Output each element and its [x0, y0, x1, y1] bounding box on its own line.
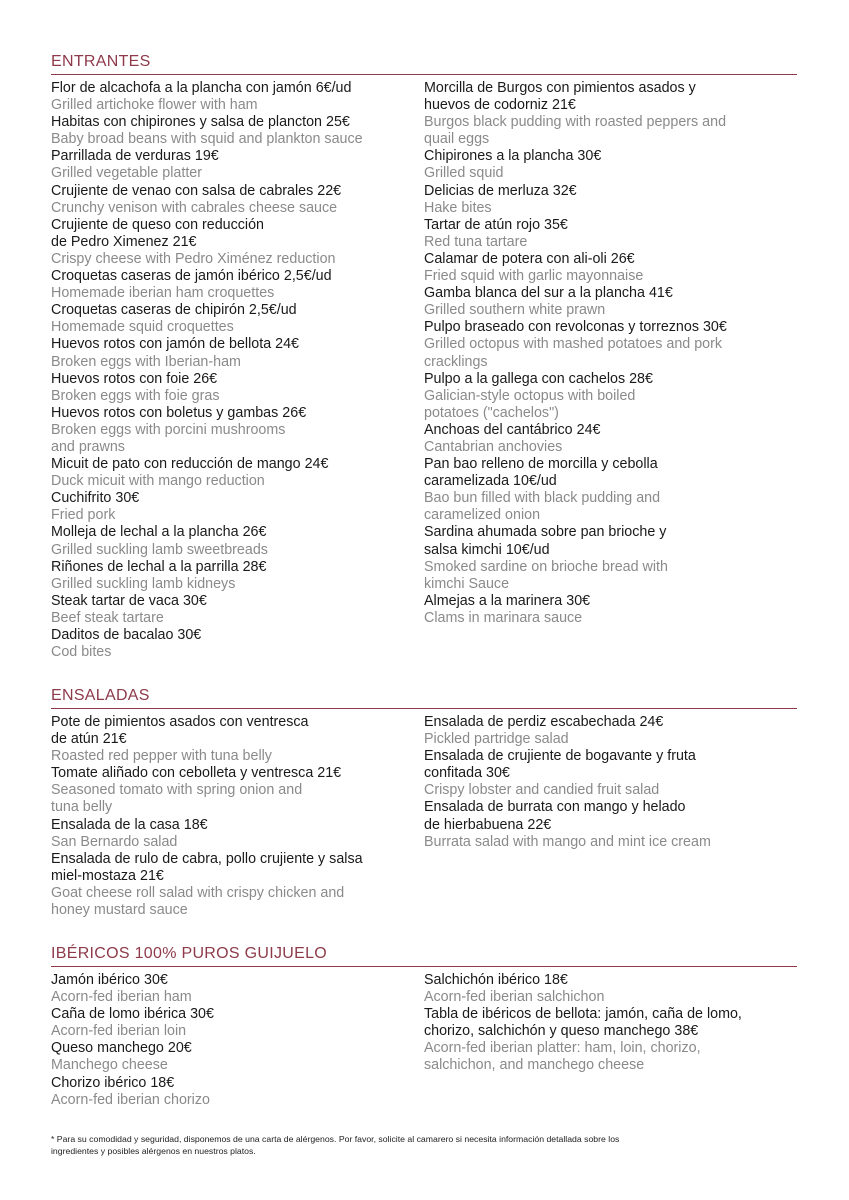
menu-item: [424, 714, 804, 748]
dish-line: [51, 456, 423, 473]
dish-name: Huevos rotos con boletus y gambas: [51, 404, 279, 421]
dish-translation: San Bernardo salad: [51, 833, 178, 850]
menu-item: [424, 183, 804, 217]
dish-name: Almejas a la marinera: [424, 592, 563, 609]
dish-name: Pulpo braseado con revolconas y torreznos: [424, 319, 699, 336]
menu-item: [51, 183, 423, 217]
dish-translation: Hake bites: [424, 199, 492, 216]
dish-name: Sardina ahumada sobre pan brioche y: [424, 524, 667, 541]
dish-translation: Cantabrian anchovies: [424, 438, 563, 455]
dish-line: [51, 148, 423, 165]
dish-line: [51, 80, 423, 97]
dish-price: 10€/ud: [505, 541, 550, 558]
dish-price: 30€: [702, 319, 727, 336]
dish-price: 2,5€/ud: [248, 302, 297, 319]
menu-item: [51, 1006, 423, 1040]
dish-line: [51, 114, 423, 131]
dish-translation-cont: kimchi Sauce: [424, 575, 510, 592]
dish-name: Chorizo ibérico: [51, 1074, 147, 1091]
dish-price: 26€: [282, 404, 307, 421]
dish-price: 21€: [552, 97, 576, 114]
menu-item: [424, 319, 804, 370]
dish-line: [51, 268, 423, 285]
dish-translation: Burgos black pudding with roasted peppers and: [424, 114, 727, 131]
dish-translation-cont: caramelized onion: [424, 507, 541, 524]
dish-line: [51, 336, 423, 353]
dish-line: [51, 1075, 423, 1092]
dish-line: [424, 1006, 804, 1040]
dish-name-cont: huevos de codorniz: [424, 97, 548, 114]
menu-item: [424, 422, 804, 456]
dish-name-cont: miel-mostaza: [51, 867, 137, 884]
dish-price: 28€: [242, 558, 267, 575]
dish-price: 24€: [639, 714, 664, 730]
section-divider: [51, 74, 797, 75]
menu-column-right: [424, 972, 804, 1075]
menu-item: [51, 559, 423, 593]
menu-item: [51, 217, 423, 268]
dish-line: [424, 799, 804, 833]
dish-price: 35€: [544, 216, 568, 233]
menu-item: [424, 593, 804, 627]
dish-translation: Seasoned tomato with spring onion and: [51, 782, 303, 799]
dish-name: Tomate aliñado con cebolleta y ventresca: [51, 765, 314, 782]
dish-translation: Roasted red pepper with tuna belly: [51, 748, 272, 765]
section-title: IBÉRICOS 100% PUROS GUIJUELO: [51, 945, 328, 962]
dish-line: [51, 972, 423, 989]
menu-item: [424, 799, 804, 850]
dish-price: 6€/ud: [315, 80, 352, 96]
dish-price: 30€: [177, 627, 202, 643]
dish-name: Ensalada de crujiente de bogavante y fruta: [424, 748, 696, 765]
dish-line: [51, 559, 423, 576]
dish-line: [424, 80, 804, 114]
dish-name: Tabla de ibéricos de bellota: jamón, caña de lomo,: [424, 1006, 742, 1023]
dish-translation-cont: honey mustard sauce: [51, 902, 188, 919]
dish-name-cont: de hierbabuena: [424, 816, 524, 833]
section-title: ENSALADAS: [51, 687, 150, 704]
dish-translation: Pickled partridge salad: [424, 731, 569, 748]
menu-column-left: [51, 80, 423, 661]
menu-item: [51, 490, 423, 524]
section-entrantes: [51, 52, 797, 661]
dish-name: Ensalada de la casa: [51, 816, 180, 833]
dish-translation: Broken eggs with porcini mushrooms: [51, 421, 286, 438]
dish-translation: Homemade iberian ham croquettes: [51, 285, 275, 302]
dish-name-cont: de atún: [51, 731, 99, 748]
dish-price: 24€: [275, 336, 300, 353]
dish-line: [51, 183, 423, 200]
dish-name: Crujiente de venao con salsa de cabrales: [51, 182, 314, 199]
dish-name: Cuchifrito: [51, 490, 112, 507]
dish-translation-cont: cracklings: [424, 353, 488, 370]
dish-price: 28€: [629, 370, 653, 387]
section-divider: [51, 708, 797, 709]
dish-name: Micuit de pato con reducción de mango: [51, 456, 301, 473]
dish-translation: Broken eggs with Iberian-ham: [51, 353, 241, 370]
menu-item: [51, 714, 423, 765]
menu-item: [424, 217, 804, 251]
dish-price: 22€: [527, 816, 552, 833]
dish-line: [51, 302, 423, 319]
dish-translation: Grilled octopus with mashed potatoes and pork: [424, 336, 723, 353]
dish-name: Jamón ibérico: [51, 972, 140, 988]
dish-line: [51, 490, 423, 507]
dish-price: 18€: [183, 816, 208, 833]
dish-line: [424, 319, 804, 336]
menu-item: [51, 1075, 423, 1109]
dish-price: 10€/ud: [513, 473, 557, 490]
dish-price: 18€: [544, 972, 568, 988]
dish-line: [424, 748, 804, 782]
dish-line: [51, 714, 423, 748]
dish-price: 20€: [167, 1040, 192, 1057]
dish-line: [51, 405, 423, 422]
dish-translation-cont: quail eggs: [424, 131, 490, 148]
dish-line: [51, 765, 423, 782]
dish-translation: Homemade squid croquettes: [51, 319, 234, 336]
dish-price: 18€: [150, 1074, 175, 1091]
dish-translation-cont: potatoes ("cachelos"): [424, 404, 559, 421]
dish-translation: Fried squid with garlic mayonnaise: [424, 268, 644, 285]
dish-price: 21€: [102, 731, 127, 748]
menu-item: [424, 148, 804, 182]
dish-translation: Red tuna tartare: [424, 233, 528, 250]
dish-translation-cont: salchichon, and manchego cheese: [424, 1057, 645, 1074]
menu-column-left: [51, 972, 423, 1109]
dish-price: 26€: [242, 524, 267, 541]
dish-translation: Manchego cheese: [51, 1057, 168, 1074]
menu-item: [424, 524, 804, 592]
dish-price: 30€: [115, 490, 140, 507]
dish-line: [51, 524, 423, 541]
menu-item: [51, 972, 423, 1006]
dish-line: [424, 456, 804, 490]
menu-item: [51, 765, 423, 816]
menu-item: [51, 114, 423, 148]
dish-name: Pote de pimientos asados con ventresca: [51, 714, 309, 730]
dish-line: [424, 524, 804, 558]
menu-item: [51, 851, 423, 919]
section-ibericos: [51, 944, 797, 1108]
dish-translation: Grilled suckling lamb kidneys: [51, 575, 236, 592]
dish-translation: Cod bites: [51, 644, 112, 661]
dish-line: [51, 371, 423, 388]
dish-translation: Baby broad beans with squid and plankton sauce: [51, 131, 363, 148]
dish-line: [51, 1040, 423, 1057]
dish-name: Ensalada de rulo de cabra, pollo crujiente y salsa: [51, 850, 363, 867]
dish-price: 24€: [304, 456, 329, 473]
menu-item: [51, 371, 423, 405]
dish-name: Habitas con chipirones y salsa de plancton: [51, 114, 323, 131]
dish-name-cont: salsa kimchi: [424, 541, 502, 558]
dish-line: [424, 148, 804, 165]
menu-item: [424, 80, 804, 148]
section-title: ENTRANTES: [51, 53, 151, 70]
dish-price: 41€: [648, 285, 673, 302]
dish-name: Molleja de lechal a la plancha: [51, 524, 239, 541]
menu-item: [424, 972, 804, 1006]
dish-name: Ensalada de perdiz escabechada: [424, 714, 636, 730]
dish-line: [51, 851, 423, 885]
dish-price: 26€: [610, 250, 635, 267]
dish-name: Steak tartar de vaca: [51, 592, 179, 609]
menu-item: [424, 748, 804, 799]
dish-name: Tartar de atún rojo: [424, 216, 541, 233]
dish-translation: Acorn-fed iberian ham: [51, 989, 192, 1006]
menu-item: [51, 148, 423, 182]
menu-item: [51, 593, 423, 627]
dish-name: Pan bao relleno de morcilla y cebolla: [424, 456, 658, 473]
menu-item: [424, 285, 804, 319]
dish-line: [424, 217, 804, 234]
dish-translation: Crispy lobster and candied fruit salad: [424, 782, 660, 799]
dish-line: [424, 285, 804, 302]
dish-name: Daditos de bacalao: [51, 627, 174, 643]
footnote-line: ingredientes y posibles alérgenos en nuestros platos.: [51, 1145, 256, 1156]
dish-name: Salchichón ibérico: [424, 972, 541, 988]
dish-translation: Goat cheese roll salad with crispy chicken and: [51, 884, 345, 901]
dish-name: Anchoas del cantábrico: [424, 421, 573, 438]
dish-translation: Crunchy venison with cabrales cheese sauce: [51, 199, 338, 216]
dish-translation: Grilled squid: [424, 165, 504, 182]
menu-item: [51, 627, 423, 661]
dish-price: 24€: [576, 421, 601, 438]
dish-name: Crujiente de queso con reducción: [51, 216, 265, 233]
dish-line: [51, 1006, 423, 1023]
dish-translation-cont: tuna belly: [51, 799, 113, 816]
menu-item: [51, 456, 423, 490]
dish-price: 30€: [190, 1006, 214, 1023]
dish-name-cont: confitada: [424, 765, 483, 782]
dish-translation: Acorn-fed iberian salchichon: [424, 989, 605, 1006]
menu-item: [51, 1040, 423, 1074]
dish-translation: Galician-style octopus with boiled: [424, 387, 636, 404]
dish-line: [424, 251, 804, 268]
dish-name: Calamar de potera con ali-oli: [424, 250, 607, 267]
dish-translation: Bao bun filled with black pudding and: [424, 490, 661, 507]
menu-column-right: [424, 714, 804, 851]
dish-name: Morcilla de Burgos con pimientos asados y: [424, 80, 696, 96]
dish-price: 21€: [140, 867, 164, 884]
dish-line: [51, 593, 423, 610]
menu-item: [51, 268, 423, 302]
menu-item: [51, 405, 423, 456]
dish-line: [424, 422, 804, 439]
dish-price: 38€: [674, 1023, 699, 1040]
dish-price: 30€: [486, 765, 510, 782]
dish-price: 2,5€/ud: [283, 268, 332, 285]
dish-line: [51, 627, 423, 644]
dish-name: Riñones de lechal a la parrilla: [51, 558, 239, 575]
dish-price: 30€: [182, 592, 207, 609]
dish-translation: Grilled artichoke flower with ham: [51, 97, 258, 114]
menu-item: [424, 251, 804, 285]
menu-item: [51, 817, 423, 851]
menu-column-right: [424, 80, 804, 627]
dish-name: Huevos rotos con jamón de bellota: [51, 336, 272, 353]
dish-name-cont: de Pedro Ximenez: [51, 233, 169, 250]
dish-translation: Grilled vegetable platter: [51, 165, 202, 182]
dish-line: [424, 371, 804, 388]
dish-name: Ensalada de burrata con mango y helado: [424, 799, 686, 816]
dish-price: 30€: [144, 972, 168, 988]
dish-translation-cont: and prawns: [51, 438, 125, 455]
dish-price: 32€: [552, 182, 577, 199]
dish-translation: Grilled suckling lamb sweetbreads: [51, 541, 268, 558]
dish-name: Caña de lomo ibérica: [51, 1006, 187, 1023]
dish-line: [424, 183, 804, 200]
dish-translation: Clams in marinara sauce: [424, 609, 583, 626]
dish-translation: Smoked sardine on brioche bread with: [424, 558, 668, 575]
dish-line: [424, 972, 804, 989]
dish-price: 21€: [172, 233, 197, 250]
dish-name-cont: chorizo, salchichón y queso manchego: [424, 1023, 671, 1040]
dish-price: 30€: [566, 592, 591, 609]
menu-column-left: [51, 714, 423, 919]
menu-item: [424, 1006, 804, 1074]
dish-name: Pulpo a la gallega con cachelos: [424, 370, 626, 387]
menu-item: [51, 524, 423, 558]
dish-line: [51, 217, 423, 251]
dish-name: Huevos rotos con foie: [51, 370, 190, 387]
dish-price: 21€: [317, 765, 342, 782]
menu-item: [424, 371, 804, 422]
dish-name: Queso manchego: [51, 1040, 164, 1057]
dish-translation: Broken eggs with foie gras: [51, 387, 220, 404]
dish-price: 22€: [317, 182, 342, 199]
menu-item: [51, 80, 423, 114]
dish-name: Parrillada de verduras: [51, 148, 191, 165]
dish-line: [424, 593, 804, 610]
dish-translation: Crispy cheese with Pedro Ximénez reduction: [51, 250, 336, 267]
dish-price: 25€: [326, 114, 350, 131]
dish-name: Chipirones a la plancha: [424, 148, 574, 165]
dish-price: 30€: [577, 148, 602, 165]
menu-item: [51, 302, 423, 336]
dish-translation: Acorn-fed iberian platter: ham, loin, chorizo,: [424, 1040, 701, 1057]
dish-translation: Acorn-fed iberian loin: [51, 1023, 187, 1040]
dish-line: [51, 817, 423, 834]
dish-translation: Grilled southern white prawn: [424, 302, 606, 319]
dish-translation: Duck micuit with mango reduction: [51, 473, 265, 490]
section-ensaladas: [51, 686, 797, 919]
section-divider: [51, 966, 797, 967]
dish-name: Gamba blanca del sur a la plancha: [424, 285, 645, 302]
dish-line: [424, 714, 804, 731]
dish-name: Delicias de merluza: [424, 182, 549, 199]
dish-name: Croquetas caseras de jamón ibérico: [51, 268, 280, 285]
dish-translation: Burrata salad with mango and mint ice cream: [424, 833, 711, 850]
menu-item: [424, 456, 804, 524]
dish-name: Flor de alcachofa a la plancha con jamón: [51, 80, 312, 96]
dish-name: Croquetas caseras de chipirón: [51, 302, 245, 319]
allergen-footnote: [51, 1134, 811, 1157]
dish-translation: Beef steak tartare: [51, 609, 164, 626]
dish-price: 26€: [193, 370, 218, 387]
menu-item: [51, 336, 423, 370]
footnote-line: * Para su comodidad y seguridad, disponemos de una carta de alérgenos. Por favor, solicite al camarero si necesita información detallada sobre los: [51, 1134, 620, 1144]
dish-translation: Acorn-fed iberian chorizo: [51, 1091, 210, 1108]
dish-translation: Fried pork: [51, 507, 116, 524]
dish-price: 19€: [194, 148, 219, 165]
dish-name-cont: caramelizada: [424, 473, 510, 490]
